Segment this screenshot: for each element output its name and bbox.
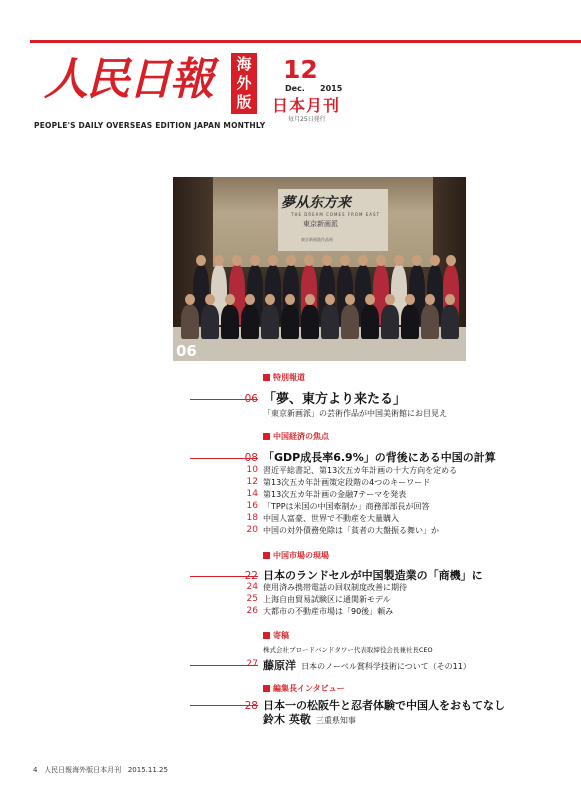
person-head: [430, 255, 440, 266]
red-square-icon: [263, 685, 270, 692]
toc-entry[interactable]: 日本のランドセルが中国製造業の「商機」に: [263, 569, 483, 582]
toc-entry[interactable]: [263, 711, 356, 727]
section-heading: [263, 431, 329, 442]
top-red-rule: [30, 40, 581, 43]
toc-entry[interactable]: 習近平総書記、第13次五カ年計画の十大方向を定める: [263, 466, 458, 475]
photo-page-label: 06: [176, 342, 197, 360]
person-head: [268, 255, 278, 266]
seated-person: [221, 305, 239, 339]
toc-entry[interactable]: 第13次五カ年計画の金融7テーマを発表: [263, 490, 407, 499]
person-head: [286, 255, 296, 266]
banner-subtitle: 東京新画派: [303, 220, 338, 228]
issue-number: 12: [283, 55, 318, 84]
monthly-label: 日本月刊: [272, 96, 341, 115]
person-head: [340, 255, 350, 266]
toc-entry-title: 三重県知事: [310, 716, 356, 725]
toc-page-number[interactable]: 28: [244, 700, 258, 712]
author-name: 鈴木 英敬: [263, 713, 311, 726]
toc-page-number[interactable]: 16: [246, 501, 258, 511]
section-heading: [263, 550, 329, 561]
person-head: [285, 294, 295, 305]
toc-entry[interactable]: 「東京新画派」の芸術作品が中国美術館にお目見え: [263, 409, 447, 418]
issue-year: 2015: [320, 84, 343, 93]
toc-entry[interactable]: 大都市の不動産市場は「90後」頼み: [263, 607, 394, 616]
toc-entry[interactable]: 「夢、東方より来たる」: [263, 392, 407, 407]
toc-entry-title: 日本のノーベル賞科学技術について（その11）: [296, 662, 471, 671]
toc-entry[interactable]: 使用済み携帯電話の回収制度改善に期待: [263, 583, 407, 592]
toc-page-number[interactable]: 08: [244, 452, 258, 464]
page-footer: [33, 765, 168, 775]
toc-entry[interactable]: 中国人富豪、世界で不動産を大量購入: [263, 514, 399, 523]
person-head: [225, 294, 235, 305]
toc-entry[interactable]: 第13次五カ年計画策定段階の4つのキーワード: [263, 478, 431, 487]
person-head: [412, 255, 422, 266]
seated-person: [321, 305, 339, 339]
toc-page-number[interactable]: 20: [246, 525, 258, 535]
banner-subtitle-en: THE DREAM COMES FROM EAST: [291, 212, 381, 217]
person-head: [245, 294, 255, 305]
footer-date: 2015.11.25: [127, 766, 168, 774]
person-head: [358, 255, 368, 266]
toc-page-number[interactable]: 25: [246, 594, 258, 604]
cover-photo: [173, 177, 466, 361]
section-heading-text: 中国経済の焦点: [273, 432, 329, 441]
person-head: [445, 294, 455, 305]
banner-caption: 東京新画派作品展: [301, 237, 333, 242]
person-head: [205, 294, 215, 305]
edition-char: 海: [236, 55, 252, 73]
person-head: [185, 294, 195, 305]
seated-person: [261, 305, 279, 339]
edition-char: 版: [236, 93, 252, 111]
seated-person: [201, 305, 219, 339]
red-square-icon: [263, 374, 270, 381]
person-head: [405, 294, 415, 305]
footer-publication: 人民日報海外版日本月刊: [44, 766, 122, 774]
toc-entry[interactable]: 日本一の松阪牛と忍者体験で中国人をおもてなし: [263, 699, 505, 712]
toc-entry[interactable]: 「GDP成長率6.9%」の背後にある中国の計算: [263, 451, 496, 464]
toc-page-number[interactable]: 12: [246, 477, 258, 487]
person-head: [385, 294, 395, 305]
issue-month: Dec.: [285, 84, 305, 93]
seated-person: [281, 305, 299, 339]
section-heading-text: 寄稿: [273, 631, 289, 640]
seated-person: [181, 305, 199, 339]
section-heading: [263, 630, 289, 641]
footer-page-number: 4: [33, 766, 38, 774]
toc-page-number[interactable]: 26: [246, 606, 258, 616]
seated-person: [441, 305, 459, 339]
publish-date: 毎月25日発行: [288, 116, 326, 123]
person-head: [265, 294, 275, 305]
red-square-icon: [263, 552, 270, 559]
section-heading: [263, 372, 305, 383]
seated-person: [341, 305, 359, 339]
person-head: [325, 294, 335, 305]
section-heading-text: 編集長インタビュー: [273, 684, 345, 693]
seated-person: [381, 305, 399, 339]
english-title: PEOPLE'S DAILY OVERSEAS EDITION JAPAN MONTHLY: [34, 121, 266, 130]
toc-page-number[interactable]: 14: [246, 489, 258, 499]
edition-char: 外: [236, 74, 252, 92]
section-heading: [263, 683, 345, 694]
seated-person: [361, 305, 379, 339]
person-head: [394, 255, 404, 266]
toc-page-number[interactable]: 10: [246, 465, 258, 475]
seated-person: [241, 305, 259, 339]
person-head: [214, 255, 224, 266]
seated-person: [421, 305, 439, 339]
seated-person: [301, 305, 319, 339]
banner-title: 夢从东方来: [281, 195, 351, 211]
person-head: [304, 255, 314, 266]
toc-page-number[interactable]: 24: [246, 582, 258, 592]
person-head: [425, 294, 435, 305]
person-head: [232, 255, 242, 266]
person-head: [365, 294, 375, 305]
person-head: [446, 255, 456, 266]
section-heading-text: 中国市場の現場: [273, 551, 329, 560]
edition-badge: [231, 53, 257, 114]
person-head: [196, 255, 206, 266]
toc-page-number[interactable]: 22: [244, 570, 258, 582]
toc-page-number[interactable]: 27: [246, 659, 258, 669]
toc-entry[interactable]: 中国の対外債務免除は「貧者の大盤振る舞い」か: [263, 526, 439, 535]
author-name: 藤原洋: [263, 659, 296, 672]
toc-entry[interactable]: 株式会社ブロードバンドタワー代表取締役会長兼社長CEO: [263, 646, 433, 654]
person-head: [305, 294, 315, 305]
section-heading-text: 特別報道: [273, 373, 305, 382]
masthead-logo: 人民日報: [44, 54, 212, 105]
toc-entry[interactable]: 上海自由貿易試験区に通関新モデル: [263, 595, 391, 604]
person-head: [250, 255, 260, 266]
seated-person: [401, 305, 419, 339]
person-head: [322, 255, 332, 266]
toc-entry[interactable]: 「TPPは米国の中国牽制か」商務部部長が回答: [263, 502, 430, 511]
person-head: [345, 294, 355, 305]
red-square-icon: [263, 632, 270, 639]
toc-page-number[interactable]: 18: [246, 513, 258, 523]
toc-entry[interactable]: [263, 657, 471, 673]
toc-page-number[interactable]: 06: [244, 393, 258, 405]
red-square-icon: [263, 433, 270, 440]
person-head: [376, 255, 386, 266]
